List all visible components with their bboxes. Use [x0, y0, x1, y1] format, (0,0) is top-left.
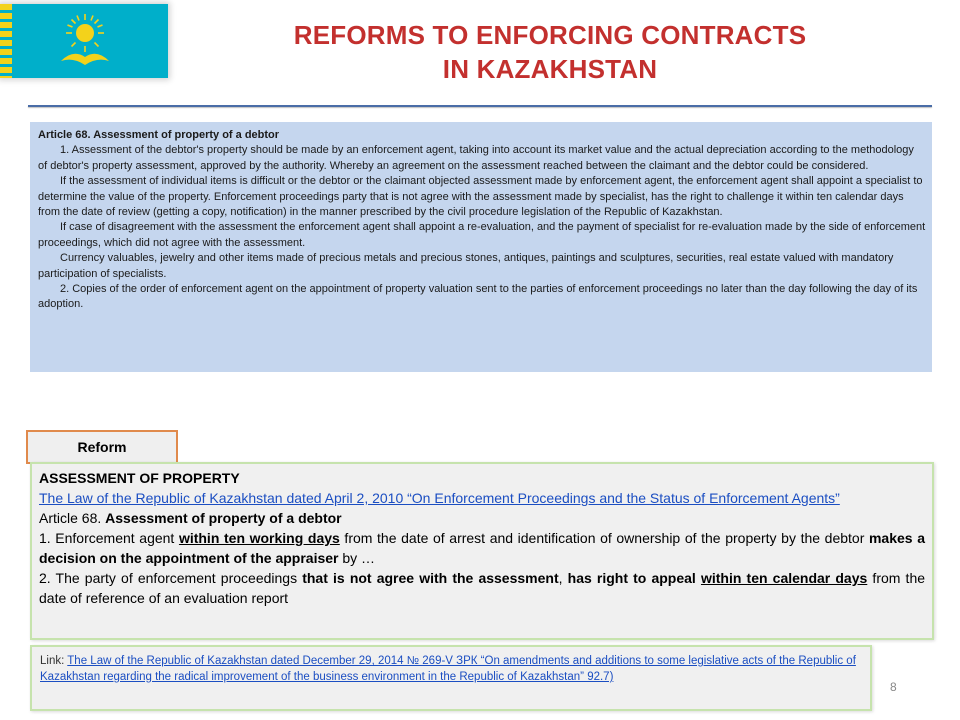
article-paragraph: If the assessment of individual items is difficult or the debtor or the claimant objected assessment made by enforcement agent, the enforcement agent shall appoint a specialist to determine the value of the property. Enforcement proceedings party that is not agree with the assessment made by specialist, has the right to challenge it within ten calendar days from the date of review (getting a copy, notification) in the manner prescribed by the civil procedure legislation of the Republic of Kazakhstan. [38, 175, 923, 219]
article-paragraph: Currency valuables, jewelry and other items made of precious metals and precious stones, antiques, paintings and sculptures, securities, real estate valued with mandatory participation of specialists. [38, 252, 894, 280]
emphasis-run: has right to appeal [567, 570, 696, 586]
link-label: Link: [40, 655, 68, 667]
reform-box [30, 462, 934, 640]
text-run: 2. The party of enforcement proceedings [39, 570, 303, 586]
source-law-link[interactable]: The Law of the Republic of Kazakhstan dated December 29, 2014 № 269-V ЗРК “On amendments and additions to some legislative acts of the Republic of Kazakhstan regarding the radical improvement of the business environment in the Republic of Kazakhstan” 92.7) [40, 655, 856, 683]
kazakhstan-flag [0, 4, 168, 78]
emphasis-run: that is not agree with the assessment [302, 570, 559, 586]
reform-point-2 [39, 568, 925, 608]
title-line-1: REFORMS TO ENFORCING CONTRACTS [293, 20, 807, 50]
page-number: 8 [890, 680, 897, 694]
article-prefix: Article 68. [39, 510, 106, 526]
sun-eagle-emblem-icon [55, 9, 115, 73]
article-title: Assessment of property of a debtor [105, 510, 342, 526]
text-run: from the date of arrest and identification of ownership of the property by the debtor [339, 530, 869, 546]
page-title [250, 18, 850, 86]
text-run: from the date of reference of an evaluation report [39, 570, 926, 606]
flag-ornament [0, 4, 12, 78]
reform-label: Reform [26, 430, 178, 464]
emphasis-run: makes a decision on the appointment of the appraiser [39, 530, 925, 566]
article-heading: Article 68. Assessment of property of a debtor [38, 129, 280, 141]
article-paragraph: If case of disagreement with the assessment the enforcement agent shall appoint a re-evaluation, and the payment of specialist for re-evaluation made by the side of enforcement proceedings, which did not agree with the assessment. [38, 221, 926, 249]
law-link[interactable]: The Law of the Republic of Kazakhstan dated April 2, 2010 “On Enforcement Proceedings and the Status of Enforcement Agents” [39, 490, 840, 506]
text-run: by … [338, 550, 376, 566]
emphasis-run: within ten calendar days [700, 570, 868, 586]
reform-heading: ASSESSMENT OF PROPERTY [39, 470, 240, 486]
article-68-text-box [30, 122, 932, 372]
title-line-2: IN KAZAKHSTAN [442, 54, 658, 84]
reform-article-line [39, 508, 925, 528]
text-run: 1. Enforcement agent [39, 530, 179, 546]
emphasis-run: within ten working days [178, 530, 340, 546]
text-run: , [558, 570, 568, 586]
reform-point-1 [39, 528, 925, 568]
article-paragraph: 2. Copies of the order of enforcement agent on the appointment of property valuation sent to the parties of enforcement proceedings no later than the day following the day of its adoption. [38, 283, 918, 311]
article-paragraph: 1. Assessment of the debtor's property should be made by an enforcement agent, taking into account its market value and the actual depreciation according to the methodology of debtor's property assessment, approved by the authority. Whereby an agreement on the assessment reached between the claimant and the debtor could be considered. [38, 144, 914, 172]
title-divider [28, 105, 932, 107]
source-link-box [30, 645, 872, 711]
